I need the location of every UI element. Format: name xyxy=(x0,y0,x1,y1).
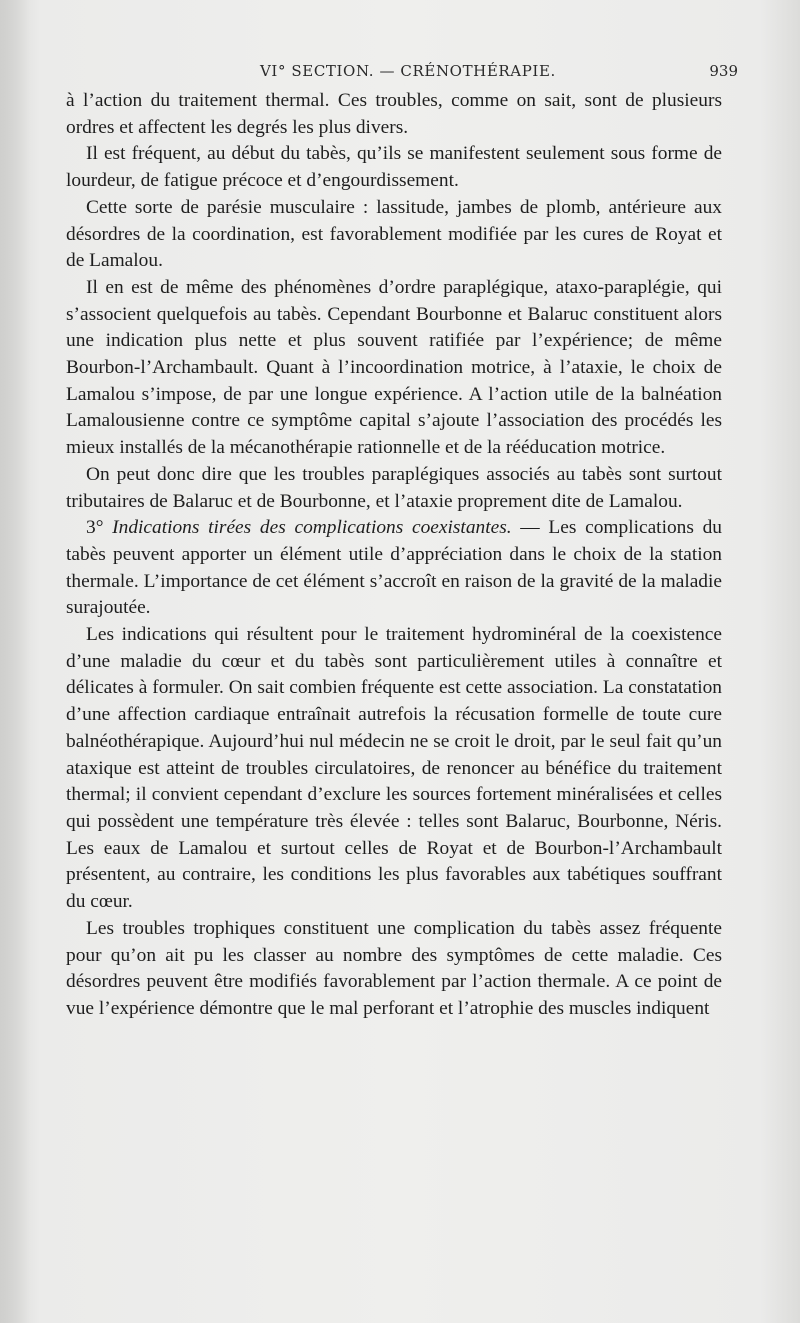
paragraph: Les indications qui résultent pour le traitement hydrominéral de la coexistence d’une maladie du cœur et du tabès sont particulièrement utiles à connaître et délicates à formuler. On sait combien fréquente est cette association. La constatation d’une affection cardiaque entraînait autrefois la récusation formelle de toute cure balnéothérapique. Aujourd’hui nul médecin ne se croit le droit, par le seul fait qu’un ataxique est atteint de troubles circulatoires, de renoncer au bénéfice du traitement thermal; il convient cependant d’exclure les sources fortement minéralisées et celles qui possèdent une température très élevée : telles sont Balaruc, Bourbonne, Néris. Les eaux de Lamalou et surtout celles de Royat et de Bourbon-l’Archambault présentent, au contraire, les conditions les plus favorables aux tabétiques souffrant du cœur. xyxy=(66,624,722,913)
paragraph: On peut donc dire que les troubles paraplégiques associés au tabès sont surtout tributaires de Balaruc et de Bourbonne, et l’ataxie proprement dite de Lamalou. xyxy=(66,463,722,512)
page-number: 939 xyxy=(709,62,738,80)
running-title: VI° SECTION. — CRÉNOTHÉRAPIE. xyxy=(260,62,556,80)
paragraph: Il en est de même des phénomènes d’ordre paraplégique, ataxo-paraplégie, qui s’associent quelquefois au tabès. Cependant Bourbonne et Balaruc constituent alors une indication plus nette et plus souvent ratifiée par l’expérience; de même Bourbon-l’Archambault. Quant à l’incoordination motrice, à l’ataxie, le choix de Lamalou s’impose, de par une longue expérience. A l’action utile de la balnéation Lamalousienne contre ce symptôme capital s’ajoute l’association des procédés les mieux installés de la mécanothérapie rationnelle et de la rééducation motrice. xyxy=(66,276,722,459)
paragraph-continued: à l’action du traitement thermal. Ces troubles, comme on sait, sont de plusieurs ordres et affectent les degrés les plus divers. xyxy=(66,90,722,138)
paragraph: Les troubles trophiques constituent une complication du tabès assez fréquente pour qu’on ait pu les classer au nombre des symptômes de cette maladie. Ces désordres peuvent être modifiés favorablement par l’action thermale. A ce point de vue l’expérience démontre que le mal perforant et l’atrophie des muscles indiquent xyxy=(66,917,722,1019)
paragraph: Cette sorte de parésie musculaire : lassitude, jambes de plomb, antérieure aux désordres de la coordination, est favorablement modifiée par les cures de Royat et de Lamalou. xyxy=(66,196,722,272)
section-text: — Les complications du tabès peuvent apporter un élément utile d’appréciation dans le choix de la station thermale. L’importance de cet élément s’accroît en raison de la gravité de la maladie surajoutée. xyxy=(66,517,722,619)
body-text xyxy=(66,88,722,1023)
gutter-shadow xyxy=(0,0,30,1323)
section-heading: Indications tirées des complications coexistantes. xyxy=(112,517,512,539)
section-number: 3° xyxy=(86,517,104,539)
section-paragraph xyxy=(66,515,722,622)
paragraph: Il est fréquent, au début du tabès, qu’ils se manifestent seulement sous forme de lourdeur, de fatigue précoce et d’engourdissement. xyxy=(66,143,722,192)
page-header xyxy=(68,58,738,88)
